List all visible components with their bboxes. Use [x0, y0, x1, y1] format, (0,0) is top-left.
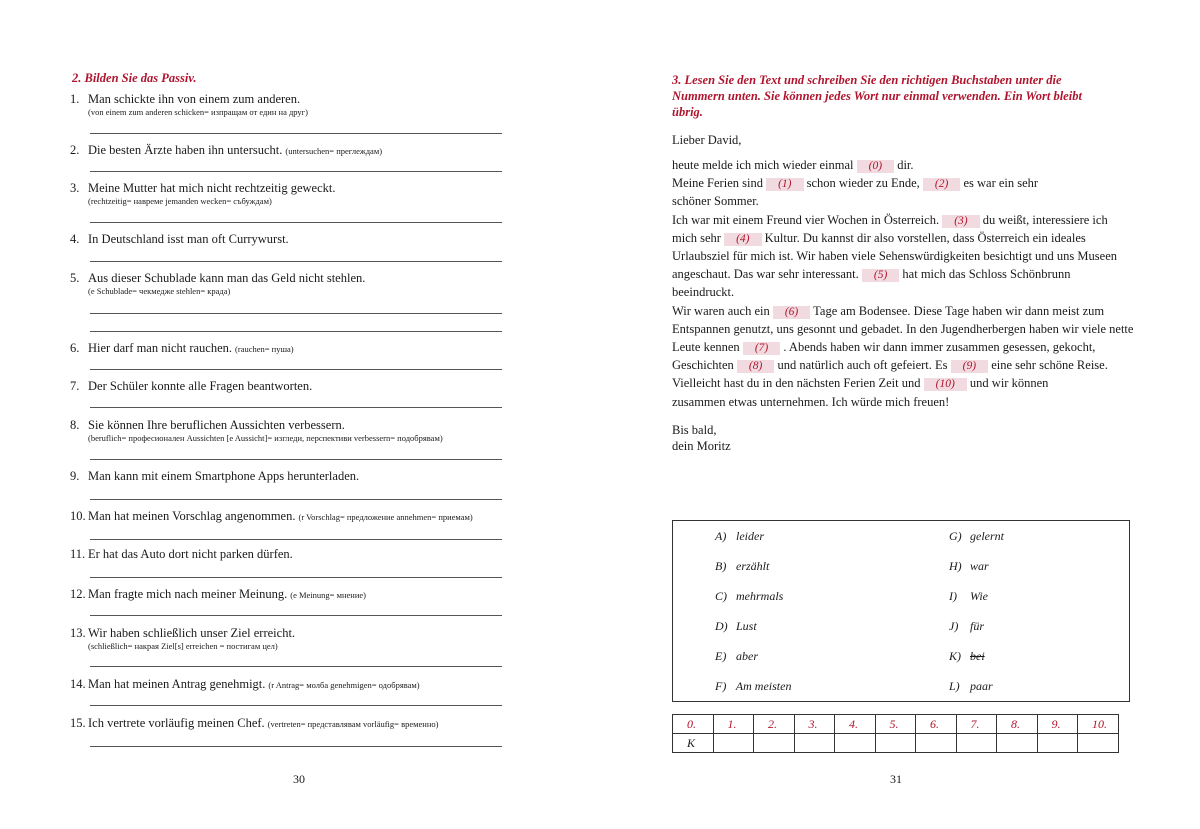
right-page — [600, 0, 1200, 829]
exercise-item — [70, 716, 502, 732]
option-word: leider — [736, 529, 764, 543]
letter-text: dir. — [897, 158, 914, 172]
option-letter: D) — [715, 619, 728, 633]
letter-line — [672, 374, 1142, 392]
answer-line[interactable] — [90, 705, 502, 706]
item-number: 9. — [70, 469, 80, 483]
blank-gap[interactable]: (10) — [924, 378, 967, 391]
exercise-item — [70, 143, 502, 159]
answer-number: 1. — [713, 715, 754, 734]
item-sentence: Wir haben schließlich unser Ziel erreicht. — [88, 626, 296, 640]
item-number: 4. — [70, 232, 80, 246]
answer-number: 3. — [794, 715, 835, 734]
letter-text: es war ein sehr — [963, 176, 1039, 191]
letter-line — [672, 393, 1142, 411]
exercise-item — [70, 232, 502, 247]
answer-table-header-row — [673, 715, 1119, 734]
item-vocab-note: (beruflich= професионален Aussichten [e Aussicht]= изгледи, перспективи verbessern= подобрявам) — [88, 433, 443, 443]
answer-cell[interactable] — [916, 734, 957, 753]
answer-cell[interactable] — [794, 734, 835, 753]
letter-text: . Abends haben wir dann immer zusammen gesessen, gekocht, — [783, 340, 1096, 355]
answer-number: 7. — [956, 715, 997, 734]
word-option — [949, 649, 985, 664]
exercise-item — [70, 341, 502, 357]
item-number: 14. — [70, 677, 86, 691]
option-letter: I) — [949, 589, 957, 603]
letter-text: Tage am Bodensee. Diese Tage haben wir dann meist zum — [813, 303, 1105, 318]
item-vocab-note: (untersuchen= преглеждам) — [285, 146, 383, 156]
blank-gap[interactable]: (4) — [724, 233, 761, 246]
option-letter: E) — [715, 649, 727, 663]
letter-text: Ich war mit einem Freund vier Wochen in Österreich. — [672, 212, 940, 227]
item-vocab-note: (e Schublade= чекмедже stehlen= крада) — [88, 286, 231, 296]
option-word: erzählt — [736, 559, 770, 573]
blank-gap[interactable]: (2) — [923, 178, 960, 191]
item-sentence: Man fragte mich nach meiner Meinung. — [88, 587, 288, 601]
item-number: 1. — [70, 92, 80, 106]
letter-line — [672, 211, 1142, 229]
answer-cell[interactable] — [754, 734, 795, 753]
blank-gap[interactable]: (9) — [951, 360, 988, 373]
letter-line — [672, 156, 1142, 174]
exercise-item — [70, 626, 502, 652]
letter-closing: Bis bald, — [672, 423, 717, 437]
item-number: 13. — [70, 626, 86, 640]
exercise-item — [70, 418, 502, 444]
option-word: Am meisten — [735, 679, 792, 693]
answer-line[interactable] — [90, 331, 502, 332]
word-option — [715, 589, 783, 604]
letter-text: mich sehr — [672, 230, 721, 245]
word-option — [715, 529, 764, 544]
item-sentence: Man kann mit einem Smartphone Apps herunterladen. — [88, 469, 360, 483]
letter-text: Urlaubsziel für mich ist. Wir haben viele Sehenswürdigkeiten besichtigt und uns Museen — [672, 249, 1118, 264]
option-letter: K) — [949, 649, 961, 663]
letter-signature: dein Moritz — [672, 439, 731, 453]
exercise-2-heading: 2. Bilden Sie das Passiv. — [72, 71, 197, 85]
exercise-item — [70, 92, 502, 118]
answer-line[interactable] — [90, 499, 502, 500]
answer-line[interactable] — [90, 222, 502, 223]
item-number: 12. — [70, 587, 86, 601]
answer-line[interactable] — [90, 261, 502, 262]
letter-text: zusammen etwas unternehmen. Ich würde mich freuen! — [672, 394, 950, 409]
item-vocab-note: (e Meinung= мнение) — [290, 590, 366, 600]
answer-cell[interactable] — [835, 734, 876, 753]
letter-text: Vielleicht hast du in den nächsten Ferien Zeit und — [672, 376, 921, 391]
word-option — [715, 649, 758, 664]
item-number: 15. — [70, 716, 86, 730]
option-word: bei — [970, 649, 985, 663]
answer-line[interactable] — [90, 133, 502, 134]
item-sentence: Aus dieser Schublade kann man das Geld nicht stehlen. — [88, 271, 366, 285]
word-option — [949, 529, 1004, 544]
item-sentence: Die besten Ärzte haben ihn untersucht. — [88, 143, 283, 157]
item-number: 11. — [70, 547, 86, 561]
word-option — [715, 559, 769, 574]
blank-gap[interactable]: (3) — [942, 215, 979, 228]
letter-text: Kultur. Du kannst dir also vorstellen, dass Österreich ein ideales — [764, 230, 1086, 245]
word-option — [715, 679, 791, 694]
letter-text: eine sehr schöne Reise. — [991, 358, 1108, 373]
item-sentence: Sie können Ihre beruflichen Aussichten verbessern. — [88, 418, 345, 432]
letter-text: angeschaut. Das war sehr interessant. — [672, 267, 859, 282]
answer-line[interactable] — [90, 171, 502, 172]
item-number: 2. — [70, 143, 80, 157]
letter-text: und wir können — [969, 376, 1049, 391]
option-word: mehrmals — [736, 589, 784, 603]
answer-line[interactable] — [90, 615, 502, 616]
option-letter: F) — [715, 679, 727, 693]
letter-text: Leute kennen — [672, 340, 740, 355]
item-number: 6. — [70, 341, 80, 355]
answer-cell[interactable]: K — [673, 734, 714, 753]
exercise-item — [70, 271, 502, 297]
letter-text: beeindruckt. — [672, 285, 735, 300]
item-number: 5. — [70, 271, 80, 285]
answer-number: 5. — [875, 715, 916, 734]
page-number-left: 30 — [293, 772, 305, 786]
letter-text: Meine Ferien sind — [672, 176, 763, 191]
letter-line — [672, 174, 1142, 192]
option-word: aber — [736, 649, 758, 663]
option-letter: C) — [715, 589, 727, 603]
item-vocab-note: (schließlich= накрая Ziel[s] erreichen = постигам цел) — [88, 641, 278, 651]
item-number: 8. — [70, 418, 80, 432]
word-option — [715, 619, 757, 634]
option-letter: J) — [949, 619, 959, 633]
item-number: 10. — [70, 509, 86, 523]
exercise-item — [70, 547, 502, 562]
letter-text: heute melde ich mich wieder einmal — [672, 158, 854, 172]
answer-cell[interactable] — [956, 734, 997, 753]
letter-text: und natürlich auch oft gefeiert. Es — [777, 358, 948, 373]
letter-text: du weißt, interessiere ich — [982, 212, 1108, 227]
item-vocab-note: (r Antrag= молба genehmigen= одобрявам) — [268, 680, 420, 690]
answer-cell[interactable] — [997, 734, 1038, 753]
blank-gap[interactable]: (0) — [857, 160, 894, 173]
answer-number: 2. — [754, 715, 795, 734]
option-letter: H) — [949, 559, 962, 573]
blank-gap[interactable]: (6) — [773, 306, 810, 319]
item-vocab-note: (rechtzeitig= навреме jemanden wecken= събуждам) — [88, 196, 272, 206]
item-vocab-note: (vertreten= представлявам vorläufig= временно) — [267, 719, 439, 729]
exercise-3-heading: 3. Lesen Sie den Text und schreiben Sie den richtigen Buchstaben unter die Nummern unten. Sie können jedes Wort nur einmal verwenden. Ein Wort bleibt übrig. — [672, 73, 1082, 119]
letter-line — [672, 302, 1142, 320]
answer-number: 10. — [1078, 715, 1119, 734]
answer-cell[interactable] — [1078, 734, 1119, 753]
answer-line[interactable] — [90, 539, 502, 540]
letter-salutation: Lieber David, — [672, 133, 742, 147]
item-sentence: Er hat das Auto dort nicht parken dürfen. — [88, 547, 293, 561]
option-letter: G) — [949, 529, 962, 543]
answer-number: 0. — [673, 715, 714, 734]
letter-text: schöner Sommer. — [672, 194, 759, 209]
item-vocab-note: (von einem zum anderen schicken= изпращам от един на друг) — [88, 107, 308, 117]
letter-line — [672, 247, 1142, 265]
item-sentence: Ich vertrete vorläufig meinen Chef. — [88, 716, 265, 730]
answer-line[interactable] — [90, 313, 502, 314]
item-number: 3. — [70, 181, 80, 195]
item-number: 7. — [70, 379, 80, 393]
answer-line[interactable] — [90, 746, 502, 747]
exercise-item — [70, 587, 502, 603]
answer-cell[interactable] — [713, 734, 754, 753]
item-sentence: Der Schüler konnte alle Fragen beantworten. — [88, 379, 313, 393]
answer-number: 4. — [835, 715, 876, 734]
letter-text: schon wieder zu Ende, — [806, 176, 920, 191]
exercise-item — [70, 509, 502, 525]
answer-number: 9. — [1037, 715, 1078, 734]
option-word: Wie — [970, 589, 988, 603]
option-word: gelernt — [970, 529, 1004, 543]
answer-number: 8. — [997, 715, 1038, 734]
answer-line[interactable] — [90, 577, 502, 578]
blank-gap[interactable]: (8) — [737, 360, 774, 373]
answer-table-answer-row — [673, 734, 1119, 753]
blank-gap[interactable]: (7) — [743, 342, 780, 355]
exercise-item — [70, 677, 502, 693]
letter-text: Entspannen genutzt, uns gesonnt und gebadet. In den Jugendherbergen haben wir viele nette — [672, 321, 1134, 336]
letter-line — [672, 192, 1142, 210]
letter-line — [672, 356, 1142, 374]
letter-text: Wir waren auch ein — [672, 303, 770, 318]
answer-line[interactable] — [90, 666, 502, 667]
item-sentence: Man hat meinen Antrag genehmigt. — [88, 677, 266, 691]
exercise-item — [70, 469, 502, 484]
item-sentence: Hier darf man nicht rauchen. — [88, 341, 233, 355]
answer-line[interactable] — [90, 369, 502, 370]
word-option — [949, 589, 988, 604]
answer-cell[interactable] — [1037, 734, 1078, 753]
letter-line — [672, 265, 1142, 283]
word-options-box — [672, 520, 1130, 702]
letter-line — [672, 283, 1142, 301]
word-option — [949, 619, 984, 634]
item-vocab-note: (rauchen= пуша) — [235, 344, 294, 354]
blank-gap[interactable]: (1) — [766, 178, 803, 191]
letter-line — [672, 229, 1142, 247]
answer-table — [672, 714, 1119, 753]
answer-line[interactable] — [90, 407, 502, 408]
exercise-item — [70, 181, 502, 207]
option-word: Lust — [736, 619, 757, 633]
item-sentence: In Deutschland isst man oft Currywurst. — [88, 232, 289, 246]
word-option — [949, 679, 993, 694]
item-vocab-note: (r Vorschlag= предложение annehmen= приемам) — [298, 512, 473, 522]
option-word: für — [970, 619, 985, 633]
letter-text: hat mich das Schloss Schönbrunn — [902, 267, 1071, 282]
item-sentence: Man schickte ihn von einem zum anderen. — [88, 92, 301, 106]
blank-gap[interactable]: (5) — [862, 269, 899, 282]
page-number-right: 31 — [890, 772, 902, 786]
option-letter: L) — [949, 679, 960, 693]
word-option — [949, 559, 989, 574]
letter-line — [672, 320, 1142, 338]
answer-cell[interactable] — [875, 734, 916, 753]
answer-number: 6. — [916, 715, 957, 734]
letter-line — [672, 338, 1142, 356]
letter-text: Geschichten — [672, 358, 734, 373]
item-sentence: Man hat meinen Vorschlag angenommen. — [88, 509, 296, 523]
option-word: paar — [970, 679, 993, 693]
option-letter: B) — [715, 559, 727, 573]
item-sentence: Meine Mutter hat mich nicht rechtzeitig geweckt. — [88, 181, 336, 195]
exercise-item — [70, 379, 502, 394]
option-letter: A) — [715, 529, 727, 543]
letter-body — [672, 156, 1142, 411]
answer-line[interactable] — [90, 459, 502, 460]
option-word: war — [970, 559, 989, 573]
